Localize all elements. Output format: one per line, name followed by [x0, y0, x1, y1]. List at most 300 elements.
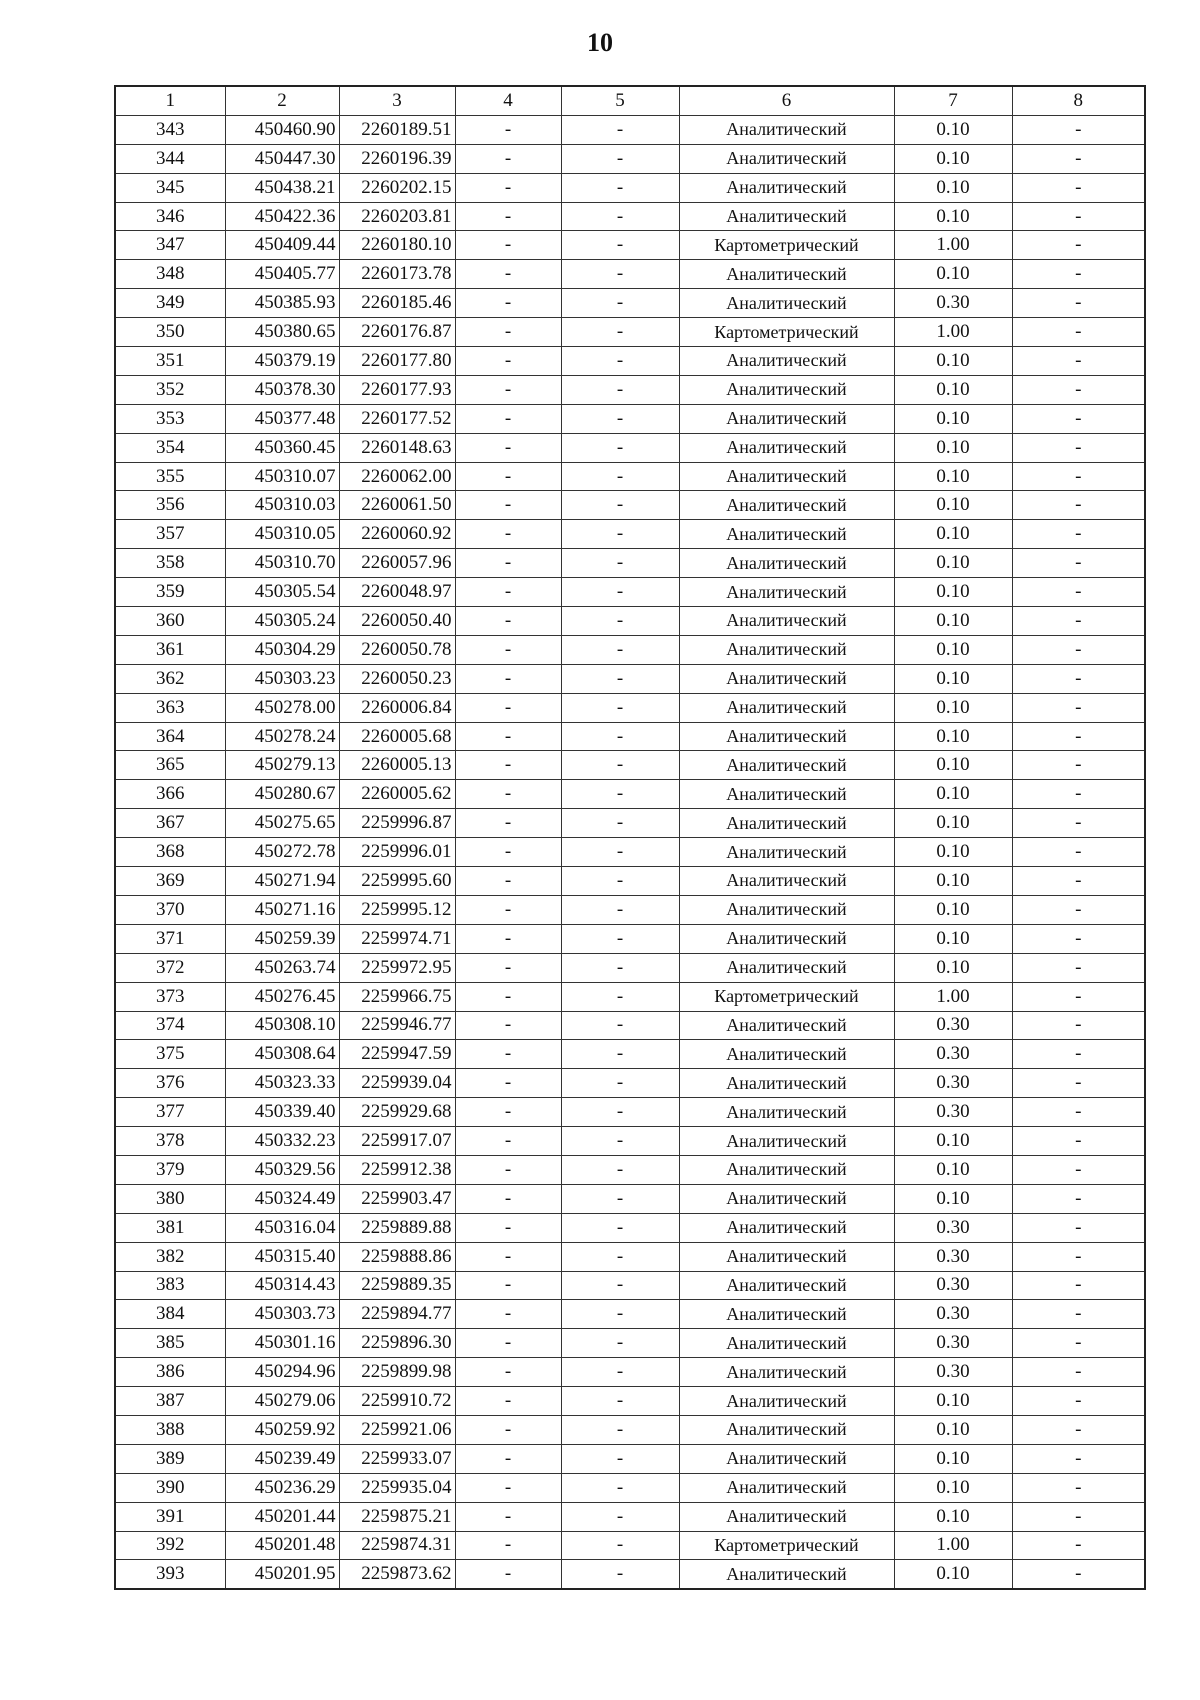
col4-cell: -	[455, 433, 561, 462]
col8-cell: -	[1012, 895, 1145, 924]
accuracy-cell: 0.10	[894, 202, 1012, 231]
col8-cell: -	[1012, 115, 1145, 144]
col8-cell: -	[1012, 173, 1145, 202]
method-cell: Аналитический	[679, 809, 894, 838]
method-cell: Аналитический	[679, 1069, 894, 1098]
method-cell: Аналитический	[679, 780, 894, 809]
accuracy-cell: 0.10	[894, 924, 1012, 953]
y-coordinate-cell: 2260177.52	[339, 404, 455, 433]
col5-cell: -	[561, 1358, 679, 1387]
point-number-cell: 369	[115, 867, 225, 896]
col5-cell: -	[561, 751, 679, 780]
col5-cell: -	[561, 520, 679, 549]
table-row	[115, 982, 1145, 1011]
accuracy-cell: 0.10	[894, 1127, 1012, 1156]
x-coordinate-cell: 450385.93	[225, 289, 339, 318]
col8-cell: -	[1012, 1242, 1145, 1271]
y-coordinate-cell: 2260203.81	[339, 202, 455, 231]
col8-cell: -	[1012, 1473, 1145, 1502]
y-coordinate-cell: 2259875.21	[339, 1502, 455, 1531]
col4-cell: -	[455, 924, 561, 953]
point-number-cell: 385	[115, 1329, 225, 1358]
point-number-cell: 383	[115, 1271, 225, 1300]
point-number-cell: 365	[115, 751, 225, 780]
method-cell: Аналитический	[679, 1213, 894, 1242]
method-cell: Аналитический	[679, 924, 894, 953]
y-coordinate-cell: 2259899.98	[339, 1358, 455, 1387]
table-row	[115, 1040, 1145, 1069]
method-cell: Аналитический	[679, 751, 894, 780]
col5-cell: -	[561, 1531, 679, 1560]
table-row	[115, 895, 1145, 924]
col4-cell: -	[455, 549, 561, 578]
point-number-cell: 382	[115, 1242, 225, 1271]
y-coordinate-cell: 2260196.39	[339, 144, 455, 173]
accuracy-cell: 0.10	[894, 433, 1012, 462]
method-cell: Аналитический	[679, 202, 894, 231]
col8-cell: -	[1012, 433, 1145, 462]
col5-cell: -	[561, 607, 679, 636]
x-coordinate-cell: 450279.13	[225, 751, 339, 780]
x-coordinate-cell: 450278.24	[225, 722, 339, 751]
col4-cell: -	[455, 1271, 561, 1300]
col5-cell: -	[561, 1213, 679, 1242]
x-coordinate-cell: 450308.10	[225, 1011, 339, 1040]
method-cell: Аналитический	[679, 953, 894, 982]
y-coordinate-cell: 2259935.04	[339, 1473, 455, 1502]
x-coordinate-cell: 450310.07	[225, 462, 339, 491]
y-coordinate-cell: 2260061.50	[339, 491, 455, 520]
col8-cell: -	[1012, 491, 1145, 520]
y-coordinate-cell: 2259995.12	[339, 895, 455, 924]
table-row	[115, 578, 1145, 607]
col8-cell: -	[1012, 1011, 1145, 1040]
col5-cell: -	[561, 1387, 679, 1416]
col5-cell: -	[561, 347, 679, 376]
accuracy-cell: 0.10	[894, 809, 1012, 838]
accuracy-cell: 0.30	[894, 1358, 1012, 1387]
table-row	[115, 809, 1145, 838]
method-cell: Аналитический	[679, 404, 894, 433]
point-number-cell: 378	[115, 1127, 225, 1156]
method-cell: Аналитический	[679, 1300, 894, 1329]
x-coordinate-cell: 450259.92	[225, 1415, 339, 1444]
x-coordinate-cell: 450339.40	[225, 1098, 339, 1127]
col4-cell: -	[455, 375, 561, 404]
y-coordinate-cell: 2260176.87	[339, 318, 455, 347]
method-cell: Аналитический	[679, 520, 894, 549]
col5-cell: -	[561, 1184, 679, 1213]
table-row	[115, 1242, 1145, 1271]
col5-cell: -	[561, 462, 679, 491]
col5-cell: -	[561, 635, 679, 664]
accuracy-cell: 0.30	[894, 1098, 1012, 1127]
table-row	[115, 347, 1145, 376]
col4-cell: -	[455, 1329, 561, 1358]
col8-cell: -	[1012, 578, 1145, 607]
point-number-cell: 375	[115, 1040, 225, 1069]
accuracy-cell: 0.10	[894, 375, 1012, 404]
x-coordinate-cell: 450332.23	[225, 1127, 339, 1156]
y-coordinate-cell: 2260005.13	[339, 751, 455, 780]
col5-cell: -	[561, 1415, 679, 1444]
x-coordinate-cell: 450323.33	[225, 1069, 339, 1098]
point-number-cell: 357	[115, 520, 225, 549]
point-number-cell: 356	[115, 491, 225, 520]
y-coordinate-cell: 2259946.77	[339, 1011, 455, 1040]
col5-cell: -	[561, 375, 679, 404]
x-coordinate-cell: 450259.39	[225, 924, 339, 953]
col8-cell: -	[1012, 751, 1145, 780]
method-cell: Аналитический	[679, 578, 894, 607]
col4-cell: -	[455, 1560, 561, 1589]
col5-cell: -	[561, 982, 679, 1011]
table-row	[115, 780, 1145, 809]
col8-cell: -	[1012, 1444, 1145, 1473]
method-cell: Аналитический	[679, 1242, 894, 1271]
point-number-cell: 386	[115, 1358, 225, 1387]
y-coordinate-cell: 2260006.84	[339, 693, 455, 722]
method-cell: Аналитический	[679, 664, 894, 693]
table-row	[115, 520, 1145, 549]
accuracy-cell: 0.10	[894, 1502, 1012, 1531]
method-cell: Аналитический	[679, 1329, 894, 1358]
method-cell: Аналитический	[679, 635, 894, 664]
method-cell: Аналитический	[679, 1358, 894, 1387]
table-row	[115, 202, 1145, 231]
col5-cell: -	[561, 809, 679, 838]
point-number-cell: 372	[115, 953, 225, 982]
x-coordinate-cell: 450310.70	[225, 549, 339, 578]
table-body	[115, 115, 1145, 1589]
method-cell: Аналитический	[679, 1098, 894, 1127]
x-coordinate-cell: 450271.94	[225, 867, 339, 896]
col4-cell: -	[455, 693, 561, 722]
table-row	[115, 1300, 1145, 1329]
y-coordinate-cell: 2259939.04	[339, 1069, 455, 1098]
col5-cell: -	[561, 1473, 679, 1502]
col5-cell: -	[561, 1098, 679, 1127]
method-cell: Аналитический	[679, 549, 894, 578]
table-row	[115, 607, 1145, 636]
method-cell: Картометрический	[679, 231, 894, 260]
method-cell: Аналитический	[679, 115, 894, 144]
accuracy-cell: 0.10	[894, 693, 1012, 722]
col4-cell: -	[455, 1213, 561, 1242]
x-coordinate-cell: 450405.77	[225, 260, 339, 289]
col8-cell: -	[1012, 375, 1145, 404]
method-cell: Аналитический	[679, 289, 894, 318]
header-row	[115, 86, 1145, 115]
method-cell: Аналитический	[679, 1415, 894, 1444]
col8-cell: -	[1012, 1300, 1145, 1329]
y-coordinate-cell: 2260062.00	[339, 462, 455, 491]
col8-cell: -	[1012, 289, 1145, 318]
x-coordinate-cell: 450324.49	[225, 1184, 339, 1213]
column-header-5: 5	[561, 86, 679, 115]
x-coordinate-cell: 450263.74	[225, 953, 339, 982]
method-cell: Аналитический	[679, 867, 894, 896]
col4-cell: -	[455, 1358, 561, 1387]
table-row	[115, 1069, 1145, 1098]
accuracy-cell: 0.10	[894, 1473, 1012, 1502]
col8-cell: -	[1012, 549, 1145, 578]
col8-cell: -	[1012, 953, 1145, 982]
col4-cell: -	[455, 347, 561, 376]
col5-cell: -	[561, 693, 679, 722]
col5-cell: -	[561, 1300, 679, 1329]
x-coordinate-cell: 450280.67	[225, 780, 339, 809]
col8-cell: -	[1012, 1531, 1145, 1560]
accuracy-cell: 0.10	[894, 751, 1012, 780]
table-row	[115, 375, 1145, 404]
x-coordinate-cell: 450447.30	[225, 144, 339, 173]
accuracy-cell: 0.10	[894, 1444, 1012, 1473]
method-cell: Аналитический	[679, 1387, 894, 1416]
point-number-cell: 374	[115, 1011, 225, 1040]
y-coordinate-cell: 2260185.46	[339, 289, 455, 318]
x-coordinate-cell: 450239.49	[225, 1444, 339, 1473]
point-number-cell: 358	[115, 549, 225, 578]
accuracy-cell: 0.10	[894, 635, 1012, 664]
accuracy-cell: 1.00	[894, 231, 1012, 260]
accuracy-cell: 0.30	[894, 1011, 1012, 1040]
x-coordinate-cell: 450310.05	[225, 520, 339, 549]
col4-cell: -	[455, 1127, 561, 1156]
col4-cell: -	[455, 578, 561, 607]
method-cell: Аналитический	[679, 1271, 894, 1300]
table-row	[115, 1329, 1145, 1358]
point-number-cell: 391	[115, 1502, 225, 1531]
col5-cell: -	[561, 1040, 679, 1069]
table-row	[115, 1098, 1145, 1127]
col4-cell: -	[455, 1242, 561, 1271]
col4-cell: -	[455, 289, 561, 318]
col4-cell: -	[455, 491, 561, 520]
y-coordinate-cell: 2259889.88	[339, 1213, 455, 1242]
y-coordinate-cell: 2260057.96	[339, 549, 455, 578]
table-row	[115, 722, 1145, 751]
y-coordinate-cell: 2260177.80	[339, 347, 455, 376]
method-cell: Аналитический	[679, 462, 894, 491]
col5-cell: -	[561, 1242, 679, 1271]
col5-cell: -	[561, 491, 679, 520]
col4-cell: -	[455, 520, 561, 549]
x-coordinate-cell: 450379.19	[225, 347, 339, 376]
accuracy-cell: 0.10	[894, 491, 1012, 520]
x-coordinate-cell: 450271.16	[225, 895, 339, 924]
col8-cell: -	[1012, 404, 1145, 433]
column-header-3: 3	[339, 86, 455, 115]
accuracy-cell: 0.10	[894, 260, 1012, 289]
method-cell: Аналитический	[679, 722, 894, 751]
x-coordinate-cell: 450314.43	[225, 1271, 339, 1300]
method-cell: Картометрический	[679, 1531, 894, 1560]
table-row	[115, 924, 1145, 953]
point-number-cell: 351	[115, 347, 225, 376]
y-coordinate-cell: 2259896.30	[339, 1329, 455, 1358]
x-coordinate-cell: 450460.90	[225, 115, 339, 144]
x-coordinate-cell: 450308.64	[225, 1040, 339, 1069]
method-cell: Аналитический	[679, 1502, 894, 1531]
table-row	[115, 838, 1145, 867]
col5-cell: -	[561, 318, 679, 347]
col4-cell: -	[455, 260, 561, 289]
col8-cell: -	[1012, 202, 1145, 231]
table-row	[115, 231, 1145, 260]
y-coordinate-cell: 2260060.92	[339, 520, 455, 549]
method-cell: Аналитический	[679, 433, 894, 462]
column-header-4: 4	[455, 86, 561, 115]
y-coordinate-cell: 2260005.62	[339, 780, 455, 809]
col8-cell: -	[1012, 1040, 1145, 1069]
table-row	[115, 491, 1145, 520]
col4-cell: -	[455, 867, 561, 896]
accuracy-cell: 0.10	[894, 578, 1012, 607]
page-number: 10	[587, 28, 613, 57]
col4-cell: -	[455, 751, 561, 780]
point-number-cell: 384	[115, 1300, 225, 1329]
point-number-cell: 379	[115, 1155, 225, 1184]
point-number-cell: 376	[115, 1069, 225, 1098]
col4-cell: -	[455, 1300, 561, 1329]
point-number-cell: 388	[115, 1415, 225, 1444]
x-coordinate-cell: 450303.73	[225, 1300, 339, 1329]
point-number-cell: 390	[115, 1473, 225, 1502]
table-row	[115, 1271, 1145, 1300]
col4-cell: -	[455, 1155, 561, 1184]
accuracy-cell: 0.10	[894, 1155, 1012, 1184]
point-number-cell: 380	[115, 1184, 225, 1213]
table-row	[115, 1155, 1145, 1184]
accuracy-cell: 0.10	[894, 664, 1012, 693]
method-cell: Аналитический	[679, 895, 894, 924]
y-coordinate-cell: 2260177.93	[339, 375, 455, 404]
x-coordinate-cell: 450303.23	[225, 664, 339, 693]
accuracy-cell: 0.10	[894, 607, 1012, 636]
table-header	[115, 86, 1145, 115]
accuracy-cell: 0.10	[894, 953, 1012, 982]
col5-cell: -	[561, 924, 679, 953]
col8-cell: -	[1012, 462, 1145, 491]
col8-cell: -	[1012, 1069, 1145, 1098]
col8-cell: -	[1012, 780, 1145, 809]
method-cell: Аналитический	[679, 1011, 894, 1040]
col8-cell: -	[1012, 722, 1145, 751]
accuracy-cell: 0.30	[894, 1242, 1012, 1271]
column-header-7: 7	[894, 86, 1012, 115]
x-coordinate-cell: 450380.65	[225, 318, 339, 347]
point-number-cell: 364	[115, 722, 225, 751]
col5-cell: -	[561, 578, 679, 607]
point-number-cell: 348	[115, 260, 225, 289]
x-coordinate-cell: 450329.56	[225, 1155, 339, 1184]
col5-cell: -	[561, 1011, 679, 1040]
method-cell: Аналитический	[679, 1473, 894, 1502]
col4-cell: -	[455, 144, 561, 173]
col5-cell: -	[561, 289, 679, 318]
table-row	[115, 549, 1145, 578]
accuracy-cell: 0.10	[894, 867, 1012, 896]
x-coordinate-cell: 450294.96	[225, 1358, 339, 1387]
col5-cell: -	[561, 202, 679, 231]
col8-cell: -	[1012, 1213, 1145, 1242]
y-coordinate-cell: 2259996.01	[339, 838, 455, 867]
table-row	[115, 1387, 1145, 1416]
accuracy-cell: 0.30	[894, 1040, 1012, 1069]
accuracy-cell: 0.30	[894, 1300, 1012, 1329]
col5-cell: -	[561, 1155, 679, 1184]
y-coordinate-cell: 2260173.78	[339, 260, 455, 289]
y-coordinate-cell: 2259972.95	[339, 953, 455, 982]
accuracy-cell: 0.10	[894, 780, 1012, 809]
y-coordinate-cell: 2259873.62	[339, 1560, 455, 1589]
col5-cell: -	[561, 664, 679, 693]
point-number-cell: 359	[115, 578, 225, 607]
table-row	[115, 953, 1145, 982]
col8-cell: -	[1012, 144, 1145, 173]
method-cell: Аналитический	[679, 1560, 894, 1589]
x-coordinate-cell: 450316.04	[225, 1213, 339, 1242]
method-cell: Аналитический	[679, 375, 894, 404]
x-coordinate-cell: 450278.00	[225, 693, 339, 722]
accuracy-cell: 0.10	[894, 722, 1012, 751]
method-cell: Аналитический	[679, 693, 894, 722]
col8-cell: -	[1012, 347, 1145, 376]
accuracy-cell: 0.10	[894, 895, 1012, 924]
point-number-cell: 361	[115, 635, 225, 664]
accuracy-cell: 0.10	[894, 173, 1012, 202]
method-cell: Аналитический	[679, 1155, 894, 1184]
table-row	[115, 144, 1145, 173]
col4-cell: -	[455, 1444, 561, 1473]
col8-cell: -	[1012, 1155, 1145, 1184]
accuracy-cell: 0.10	[894, 520, 1012, 549]
column-header-8: 8	[1012, 86, 1145, 115]
table-row	[115, 404, 1145, 433]
col4-cell: -	[455, 664, 561, 693]
col4-cell: -	[455, 953, 561, 982]
point-number-cell: 363	[115, 693, 225, 722]
y-coordinate-cell: 2259921.06	[339, 1415, 455, 1444]
col8-cell: -	[1012, 1387, 1145, 1416]
col8-cell: -	[1012, 1127, 1145, 1156]
x-coordinate-cell: 450201.95	[225, 1560, 339, 1589]
y-coordinate-cell: 2260180.10	[339, 231, 455, 260]
col4-cell: -	[455, 1415, 561, 1444]
y-coordinate-cell: 2260048.97	[339, 578, 455, 607]
col4-cell: -	[455, 722, 561, 751]
table-row	[115, 1127, 1145, 1156]
table-row	[115, 1531, 1145, 1560]
col4-cell: -	[455, 635, 561, 664]
col5-cell: -	[561, 722, 679, 751]
col5-cell: -	[561, 1271, 679, 1300]
col8-cell: -	[1012, 809, 1145, 838]
col8-cell: -	[1012, 1184, 1145, 1213]
y-coordinate-cell: 2259894.77	[339, 1300, 455, 1329]
coordinates-table	[114, 85, 1146, 1590]
method-cell: Аналитический	[679, 1127, 894, 1156]
col4-cell: -	[455, 231, 561, 260]
accuracy-cell: 0.30	[894, 1213, 1012, 1242]
accuracy-cell: 0.10	[894, 1387, 1012, 1416]
accuracy-cell: 0.10	[894, 1560, 1012, 1589]
col8-cell: -	[1012, 664, 1145, 693]
y-coordinate-cell: 2259910.72	[339, 1387, 455, 1416]
x-coordinate-cell: 450236.29	[225, 1473, 339, 1502]
y-coordinate-cell: 2259889.35	[339, 1271, 455, 1300]
